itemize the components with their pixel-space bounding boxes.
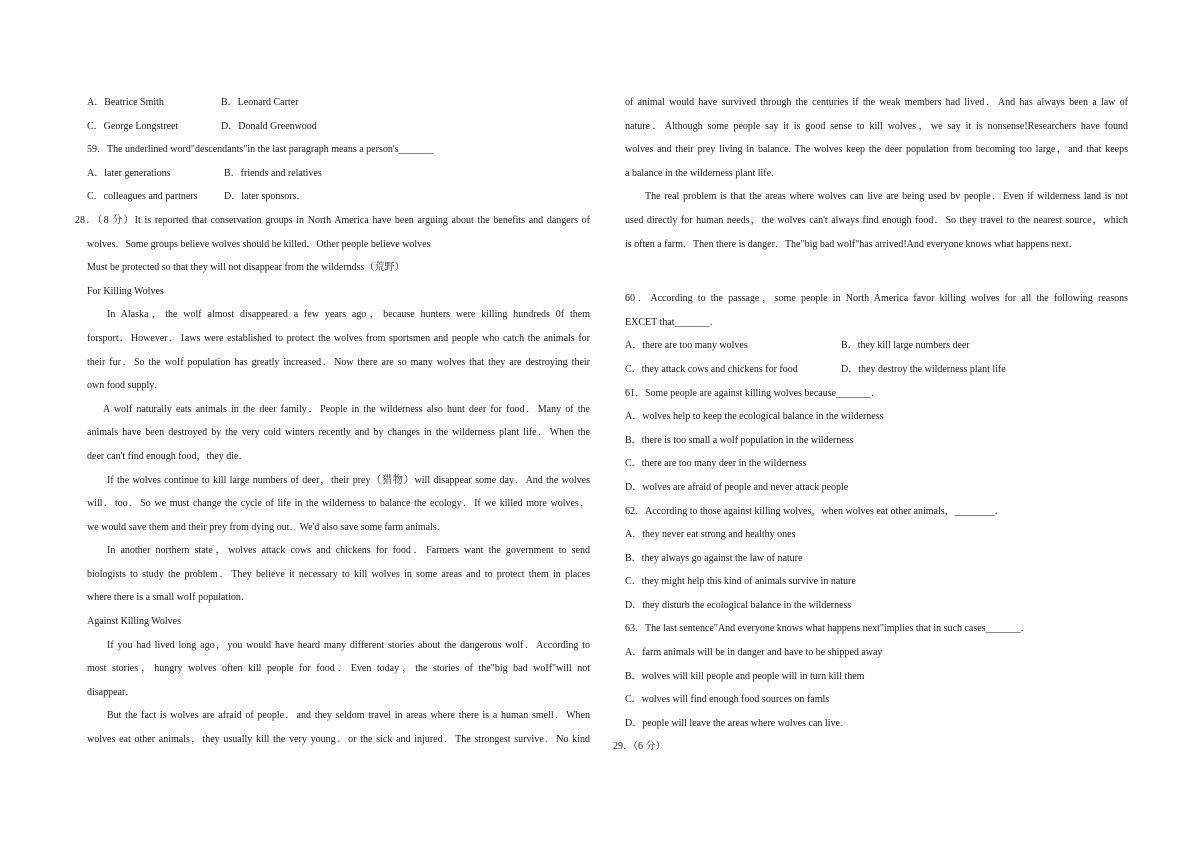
section-spacer [625,256,1128,287]
passage-p1-line-4: own food supply． [87,380,165,392]
q61-stem: 61．Some people are against killing wolves because_______． [625,387,882,399]
passage-p3-line-3: we would save them and their prey from dying out．We'd also save some farm animals． [87,521,447,533]
q63-option-c: C．wolves will find enough food sources on famls [625,694,830,706]
q59-option-a: A．later generations [87,167,171,179]
q62-option-a: A．they never eat strong and healthy ones [625,529,796,541]
q61-option-b: B．there is too small a wolf population in the wilderness [625,434,854,446]
q58-option-c: C．George Longstreet [87,120,179,132]
q63-option-d: D．people will leave the areas where wolves can live． [625,717,850,729]
q58-option-d: D．Donald Greenwood [221,120,317,132]
q63-stem: 63．The last sentence"And everyone knows what happens next"implies that in such cases_______． [625,623,1031,635]
passage-p4-line-2: biologists to study the problem．They believe it necessary to kill wolves in some areas and to protect them in places [87,568,590,580]
q60-stem-line-2: EXCET that_______． [625,316,720,328]
passage-p7-line-1: The real problem is that the areas where wolves can live are being used bv people．Even if wilderness land is not [645,191,1128,203]
passage-p1-line-2: forsport．However．1aws were established to protect the wolves from sportsmen and people who catch the animals for [87,332,590,344]
passage-p5-line-3: disappear． [87,686,136,698]
passage-p1-line-1: In Alaska，the wolf almost disappeared a few years ago，because hunters were killing hundreds 0f them [107,309,590,321]
q59-stem: 59．The underlined word"descendants"in the last paragraph means a person's_______ [87,144,434,156]
q61-option-d: D．wolves are afraid of people and never attack people [625,481,849,493]
passage-p5-line-2: most stories，hungry wolves often kill people for food．Even today，the stories of the"big bad woIf"will not [87,663,590,675]
passage-p7-line-3: is often a farm．Then there is danger．The"big bad wolf"has arrived!And everyone knows what happens next． [625,238,1079,250]
q63-option-b: B．wolves will kill people and people will in turn kill them [625,670,865,682]
q59-option-c: C．colleagues and partners [87,191,198,203]
passage-p3-line-2: will．too．So we must change the cycle of life in the wilderness to balance the ecology．If we killed more wolves， [87,498,590,510]
q62-option-b: B．they always go against the law of nature [625,552,803,564]
passage-p6-line-4: nature．Although some people say it is good sense to kill wolves，we say it is nonsense!Researchers have found [625,120,1128,132]
q60-option-b: B．they kill large numbers deer [841,340,970,352]
q58-options-row-2 [87,115,590,139]
passage-p5-line-1: If you had lived long ago，you would have heard many different stories about the dangerous wolf．According to [107,639,590,651]
q58-options-row-1 [87,91,590,115]
q58-option-b: B．Leonard Carter [221,97,299,108]
q59-option-b: B．friends and relatives [224,167,322,179]
q29-label: 29．（6 分） [613,741,666,753]
q62-stem: 62．According to those against killing wolves，when wolves eat other animals，________． [625,505,1005,517]
q60-option-a: A．there are too many wolves [625,340,748,352]
q61-option-a: A．wolves help to keep the ecological balance in the wilderness [625,411,884,423]
passage-p6-line-3: of animal would have survived through the centuries if the weak members had lived．And has always been a law of [625,97,1128,108]
q59-option-d: D．later sponsors． [224,191,307,203]
q60-option-d: D．they destroy the wilderness plant life [841,363,1006,375]
passage-p6-line-6: a balance in the wilderness plant life． [625,167,782,179]
passage-p1-line-3: their fur．So the woIf population has greatly increased．Now there are so many wolves that they are destroying their [87,356,590,368]
q63-option-a: A．farm animals will be in danger and have to be shipped away [625,647,883,659]
q61-option-c: C．there are too many deer in the wilderness [625,458,807,470]
q62-option-d: D．they disturb the ecological balance in the wilderness [625,599,852,611]
q28-intro-line-2: wolves．Some groups believe wolves should be killed．Other people believe wolves [87,238,431,250]
passage-p6-line-1: But the fact is wolves are afraid of people．and they seldom travel in areas where there is a human smell．When [107,710,590,722]
passage-p7-line-2: used directly for human needs，the wolves can't always find enough food．So they travel to the nearest source，which [625,214,1128,226]
heading-for-killing-wolves: For Killing Wolves [87,285,164,297]
q60-options-row-2 [625,358,1128,382]
q59-options-row-2 [87,185,590,209]
left-column [75,91,590,752]
q60-options-row-1 [625,334,1128,358]
q60-option-c: C．they attack cows and chickens for food [625,363,798,375]
q62-option-c: C．they might help this kind of animals survive in nature [625,576,856,588]
passage-p2-line-3: deer can't find enough food，they die． [87,450,249,462]
passage-p4-line-1: In another northern state，wolves attack cows and chickens for food．Farmers want the government to send [107,545,590,557]
passage-p3-line-1: If the wolves continue to kill large numbers of deer，their prey（猎物）will disappear some day．And the wolves [107,474,590,486]
passage-p2-line-2: animals have been destroyed by the very cold winters recently and by changes in the wilderness plant life．When the [87,427,590,439]
q58-option-a: A．Beatrice Smith [87,97,164,108]
heading-against-killing-wolves: Against Killing Wolves [87,616,182,628]
q28-intro-line-3: Must be protected so that they will not disappear from the wilderndss（荒野） [87,262,405,274]
q60-stem-line-1: 60．According to the passage，some people in North America favor killing wolves for all the following reasons [625,293,1128,305]
q28-intro-line-1: 28．（8 分）It is reported that conservation groups in North America have been arguing about the benefits and dangers of [75,214,590,226]
right-column [613,91,1128,759]
passage-p6-line-2: wolves eat other animals，they usually kill the very young．or the sick and injured．The strongest survive．No kind [87,734,590,746]
q59-options-row-1 [87,162,590,186]
passage-p2-line-1: A wolf naturally eats animals in the deer family．People in the wilderness also hunt deer for food．Many of the [103,403,590,415]
passage-p6-line-5: wolves and their prey living in balance. The wolves keep the deer population from becoming too large，and that keeps [625,144,1128,156]
passage-p4-line-3: where there is a small woIf population． [87,592,251,604]
